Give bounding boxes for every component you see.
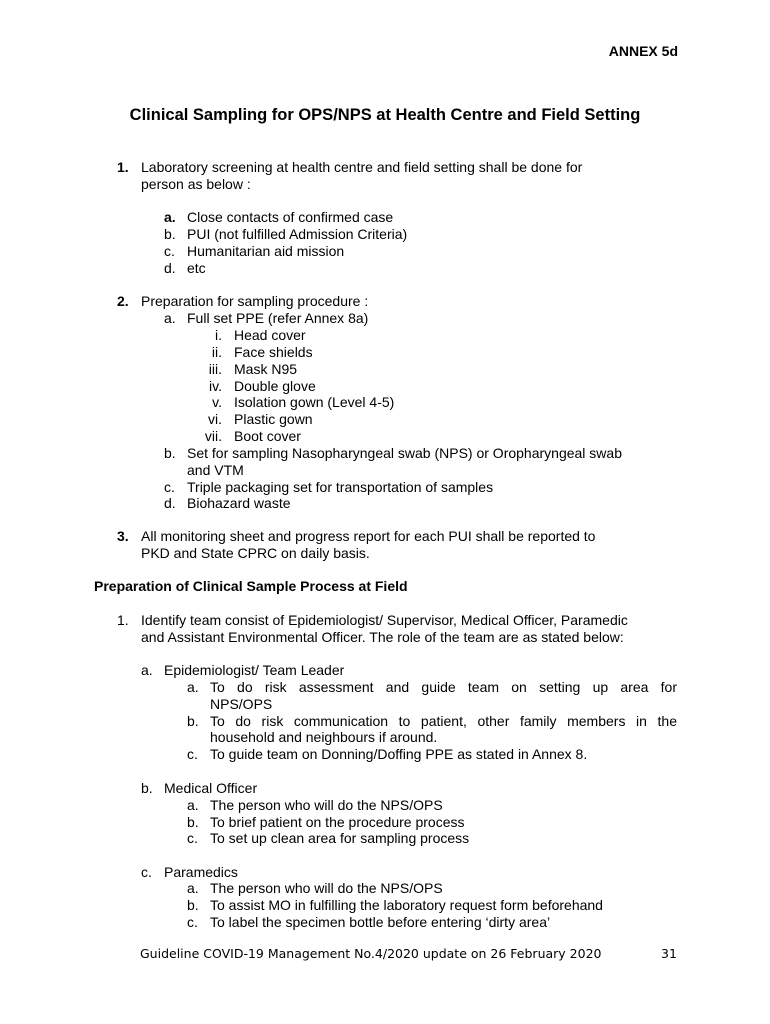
section-1-line-1: Laboratory screening at health centre and field setting shall be done for: [141, 159, 583, 175]
roman-mark: v.: [212, 394, 222, 410]
group-item-text: To assist MO in fulfilling the laboratory request form beforehand: [210, 897, 603, 913]
group-item-mark: a.: [187, 679, 199, 695]
field-1-line-2: and Assistant Environmental Officer. The role of the team are as stated below:: [141, 629, 624, 645]
group-item-line: To do risk assessment and guide team on setting up area for: [210, 679, 677, 695]
group-item-mark: c.: [187, 914, 198, 930]
section-2-text: Preparation for sampling procedure :: [141, 293, 369, 309]
group-item-line: NPS/OPS: [210, 696, 273, 712]
group-item-mark: c.: [187, 746, 198, 762]
roman-mark: i.: [215, 327, 222, 343]
group-c-mark: c.: [141, 864, 152, 880]
section-2-b-mark: b.: [164, 445, 176, 461]
roman-text: Double glove: [234, 378, 316, 394]
group-item-line: To guide team on Donning/Doffing PPE as stated in Annex 8.: [210, 746, 588, 762]
section-1-item-mark: d.: [164, 260, 176, 276]
field-1-number: 1.: [117, 612, 129, 628]
roman-text: Mask N95: [234, 361, 298, 377]
group-item-text: To set up clean area for sampling process: [210, 830, 470, 846]
group-b-mark: b.: [141, 780, 153, 796]
section-1-item-text: Close contacts of confirmed case: [187, 209, 394, 225]
group-item-text: To label the specimen bottle before entering ‘dirty area’: [210, 914, 551, 930]
group-item-text: To brief patient on the procedure process: [210, 814, 465, 830]
page-title: Clinical Sampling for OPS/NPS at Health Centre and Field Setting: [129, 106, 641, 124]
roman-mark: vii.: [204, 428, 222, 444]
section-1-item-text: etc: [187, 260, 206, 276]
section-2-d-text: Biohazard waste: [187, 495, 291, 511]
roman-text: Face shields: [234, 344, 313, 360]
section-1-item-mark: c.: [164, 243, 175, 259]
page-number: 31: [661, 946, 677, 961]
group-a-mark: a.: [141, 662, 153, 678]
group-item-mark: b.: [187, 897, 199, 913]
section-1-line-2: person as below :: [141, 176, 251, 192]
roman-text: Head cover: [234, 327, 306, 343]
annex-label: ANNEX 5d: [608, 43, 678, 59]
group-item-text: The person who will do the NPS/OPS: [210, 880, 443, 896]
footer-text: Guideline COVID-19 Management No.4/2020 update on 26 February 2020: [140, 946, 602, 961]
group-b-title: Medical Officer: [164, 780, 258, 796]
roman-text: Plastic gown: [234, 411, 313, 427]
roman-mark: iii.: [208, 361, 222, 377]
roman-mark: iv.: [209, 378, 222, 394]
group-item-mark: a.: [187, 797, 199, 813]
group-item-line: To do risk communication to patient, other family members in the: [210, 713, 677, 729]
section-1-item-text: Humanitarian aid mission: [187, 243, 345, 259]
section-3-line-1: All monitoring sheet and progress report for each PUI shall be reported to: [141, 528, 596, 544]
section-subheading: Preparation of Clinical Sample Process at Field: [94, 578, 408, 594]
roman-mark: ii.: [211, 344, 222, 360]
roman-text: Isolation gown (Level 4-5): [234, 394, 395, 410]
roman-mark: vi.: [208, 411, 222, 427]
section-2-a-mark: a.: [164, 310, 176, 326]
section-2-a-text: Full set PPE (refer Annex 8a): [187, 310, 369, 326]
section-3-number: 3.: [117, 528, 129, 544]
group-c-title: Paramedics: [164, 864, 238, 880]
group-item-mark: c.: [187, 830, 198, 846]
group-a-title: Epidemiologist/ Team Leader: [164, 662, 345, 678]
group-item-mark: b.: [187, 713, 199, 729]
group-item-mark: b.: [187, 814, 199, 830]
section-1-item-mark: a.: [164, 209, 176, 225]
section-2-b-line-2: and VTM: [187, 462, 244, 478]
section-2-c-mark: c.: [164, 479, 175, 495]
section-2-number: 2.: [117, 293, 129, 309]
section-2-d-mark: d.: [164, 495, 176, 511]
section-2-b-line-1: Set for sampling Nasopharyngeal swab (NPS) or Oropharyngeal swab: [187, 445, 622, 461]
section-1-number: 1.: [117, 159, 129, 175]
group-item-text: The person who will do the NPS/OPS: [210, 797, 443, 813]
group-item-line: household and neighbours if around.: [210, 729, 438, 745]
field-1-line-1: Identify team consist of Epidemiologist/ Supervisor, Medical Officer, Paramedic: [141, 612, 628, 628]
section-1-item-mark: b.: [164, 226, 176, 242]
section-1-item-text: PUI (not fulfilled Admission Criteria): [187, 226, 408, 242]
roman-text: Boot cover: [234, 428, 301, 444]
group-item-mark: a.: [187, 880, 199, 896]
section-2-c-text: Triple packaging set for transportation of samples: [187, 479, 494, 495]
section-3-line-2: PKD and State CPRC on daily basis.: [141, 545, 370, 561]
